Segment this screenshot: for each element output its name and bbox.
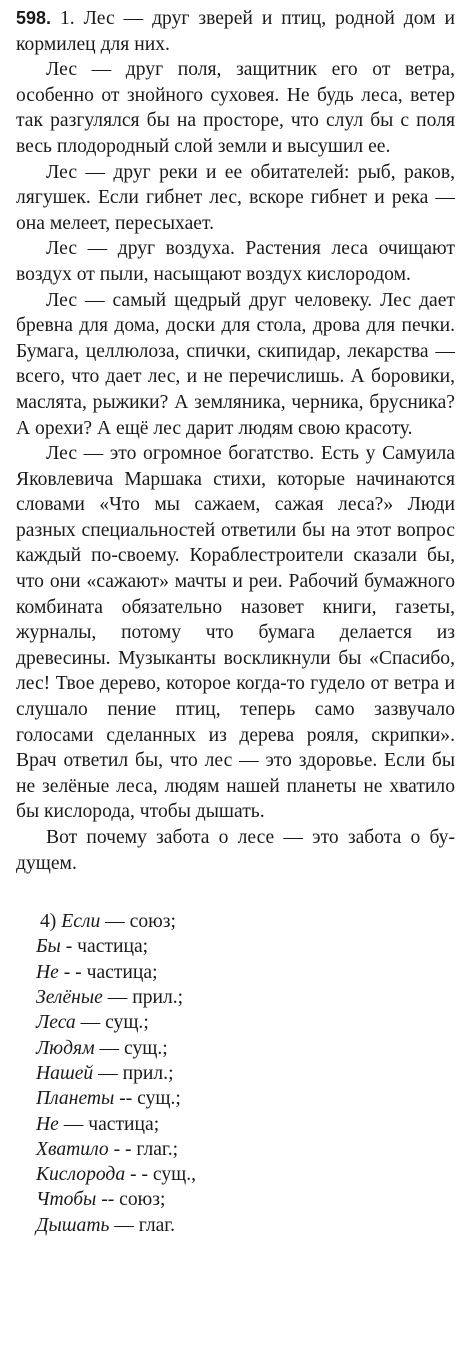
analysis-word: Если (61, 911, 101, 933)
part-of-speech: союз; (129, 911, 176, 933)
analysis-word: Нашей (36, 1062, 94, 1084)
separator: - (60, 936, 78, 958)
analysis-word: Людям (36, 1037, 95, 1059)
analysis-row (36, 1086, 455, 1111)
paragraph-2: Лес — друг поля, защитник его от ветра, особенно от знойного суховея. Не будь леса, ветер так разгулялся бы на просторе, что слул бы с поля весь плодородный слой земли и высушил ее. (16, 59, 455, 157)
analysis-row (36, 1137, 455, 1162)
analysis-word: Чтобы (36, 1189, 97, 1211)
part-of-speech: глаг.; (136, 1138, 179, 1160)
separator: — (94, 1037, 124, 1059)
analysis-row (36, 1010, 455, 1035)
analysis-word: Хватило (36, 1138, 109, 1160)
part-of-speech: прил.; (122, 1062, 174, 1084)
separator: — (109, 1214, 139, 1236)
analysis-row (36, 985, 455, 1010)
separator: — (93, 1062, 123, 1084)
analysis-row (36, 1112, 455, 1137)
part-of-speech: частица; (86, 961, 158, 983)
part-of-speech: союз; (119, 1189, 166, 1211)
separator: — (100, 911, 130, 933)
analysis-row (36, 1061, 455, 1086)
exercise-number: 598. (16, 8, 52, 28)
analysis-row (36, 934, 455, 959)
separator: -- (114, 1088, 138, 1110)
part-of-speech: сущ.; (105, 1012, 149, 1034)
separator: - - (125, 1164, 153, 1186)
separator: -- (96, 1189, 120, 1211)
item-prefix: 4) (40, 911, 62, 933)
word-analysis-list (16, 909, 455, 1238)
analysis-word: Не (36, 1113, 59, 1135)
paragraph-5: Лес — самый щедрый друг человеку. Лес дает бревна для дома, доски для стола, дрова для печки. Бумага, целлюлоза, спички, скипидар, лекарства — всего, что дает лес, и не перечислишь. А боровики, маслята, рыжики? А земляника, черника, брусника? А орехи? А ещё лес дарит людям свою красоту. (16, 289, 455, 439)
analysis-word: Планеты (36, 1088, 115, 1110)
part-of-speech: сущ.; (124, 1037, 168, 1059)
analysis-word: Бы (36, 936, 61, 958)
analysis-row (36, 1187, 455, 1212)
analysis-row (36, 1036, 455, 1061)
analysis-row (36, 960, 455, 985)
paragraph-text: 1. Лес — друг зверей и птиц, родной дом и кормилец для них. (16, 8, 455, 55)
analysis-row (36, 1162, 455, 1187)
part-of-speech: глаг. (138, 1214, 176, 1236)
paragraph-7: Вот почему забота о лесе — это забота о будущем. (16, 827, 455, 874)
separator: - - (58, 961, 87, 983)
separator: - - (108, 1138, 137, 1160)
analysis-word: Не (36, 961, 59, 983)
analysis-word: Кислорода (36, 1164, 126, 1186)
separator: — (58, 1113, 89, 1135)
separator: — (102, 987, 133, 1009)
paragraph-6: Лес — это огромное богатство. Есть у Самуила Яковлевича Маршака стихи, которые начинаются словами «Что мы сажаем, сажая леса?» Люди разных специальностей ответили бы на этот вопрос каждый по-своему. Кораблестроители сказали бы, что они «сажают» мачты и реи. Рабочий бумажного комбината обязательно назовет книги, газеты, журналы, потому что бумага делается из древесины. Музыканты воскликнули бы «Спасибо, лес! Твое дерево, которое когда-то гудело от ветра и слушало пение птиц, теперь само зазвучало голосами сделанных из дерева рояля, скрипки». Врач ответил бы, что лес — это здоровье. Если бы не зелёные леса, людям нашей планеты не хватило бы кислорода, чтобы дышать. (16, 443, 455, 823)
analysis-row (36, 1213, 455, 1238)
part-of-speech: частица; (77, 936, 149, 958)
separator: — (75, 1012, 106, 1034)
paragraph-4: Лес — друг воздуха. Растения леса очищают воздух от пыли, насыщают воздух кислородом. (16, 238, 455, 285)
part-of-speech: сущ., (152, 1164, 197, 1186)
part-of-speech: частица; (88, 1113, 160, 1135)
analysis-word: Дышать (36, 1214, 110, 1236)
paragraph-1 (16, 6, 455, 57)
paragraph-3: Лес — друг реки и ее обитателей: рыб, раков, лягушек. Если гибнет лес, вскоре гибнет и река — она мелеет, пересыхает. (16, 161, 455, 234)
section-gap (16, 876, 455, 909)
part-of-speech: сущ.; (137, 1088, 181, 1110)
analysis-word: Зелёные (36, 987, 103, 1009)
analysis-word: Леса (36, 1012, 76, 1034)
analysis-row (36, 909, 455, 934)
part-of-speech: прил.; (132, 987, 184, 1009)
